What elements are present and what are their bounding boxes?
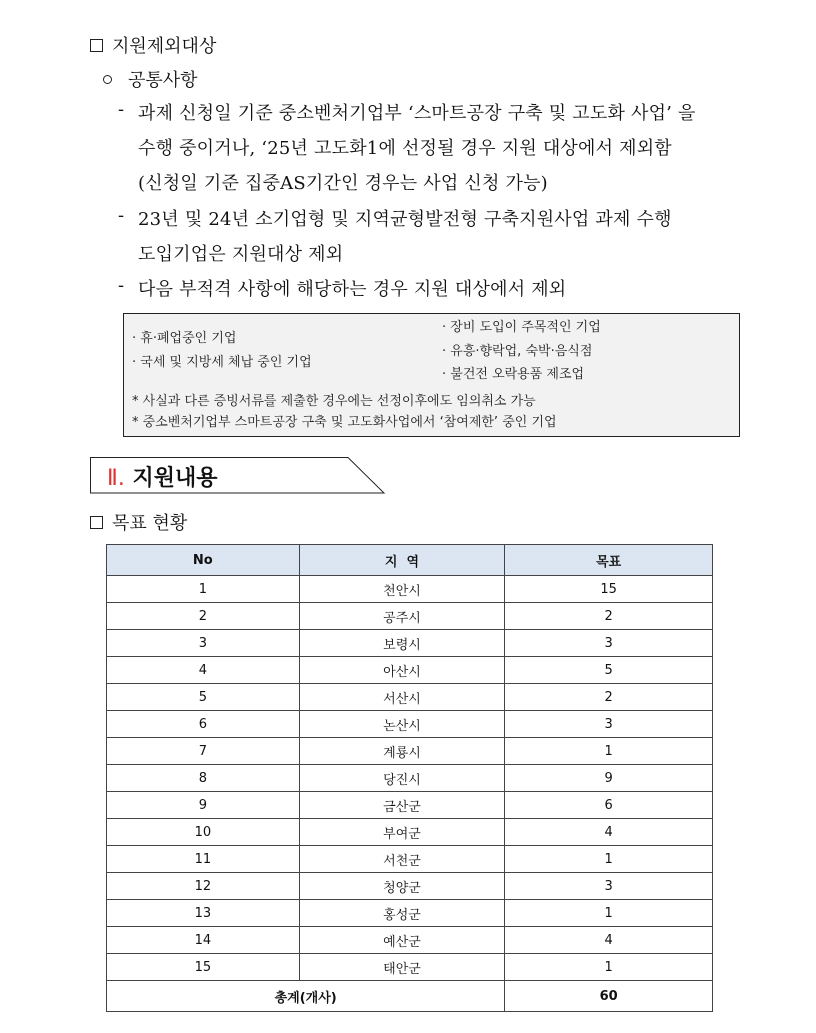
item-2-line-1: 23년 및 24년 소기업형 및 지역균형발전형 구축지원사업 과제 수행 xyxy=(138,209,672,230)
item-1-line-3: (신청일 기준 집중AS기간인 경우는 사업 신청 가능) xyxy=(138,173,548,194)
cell-target: 4 xyxy=(505,927,713,954)
cell-no: 5 xyxy=(107,684,300,711)
checkbox-square-icon xyxy=(90,39,103,52)
table-row xyxy=(107,900,713,927)
section-tab-support-content xyxy=(90,457,385,493)
total-label: 총계(개사) xyxy=(107,981,505,1012)
box-right-3: · 불건전 오락용품 제조업 xyxy=(442,367,585,382)
cell-region: 금산군 xyxy=(299,792,505,819)
cell-no: 9 xyxy=(107,792,300,819)
cell-target: 9 xyxy=(505,765,713,792)
header-no: No xyxy=(107,545,300,576)
header-region: 지 역 xyxy=(299,545,505,576)
section-heading-exclusions xyxy=(90,32,216,58)
cell-no: 3 xyxy=(107,630,300,657)
cell-no: 15 xyxy=(107,954,300,981)
goal-table xyxy=(106,544,713,1012)
cell-region: 논산시 xyxy=(299,711,505,738)
cell-target: 1 xyxy=(505,900,713,927)
table-row xyxy=(107,738,713,765)
cell-region: 아산시 xyxy=(299,657,505,684)
cell-region: 예산군 xyxy=(299,927,505,954)
cell-region: 당진시 xyxy=(299,765,505,792)
cell-no: 14 xyxy=(107,927,300,954)
cell-no: 2 xyxy=(107,603,300,630)
cell-target: 3 xyxy=(505,873,713,900)
cell-region: 홍성군 xyxy=(299,900,505,927)
cell-target: 4 xyxy=(505,819,713,846)
item-3-line-1: 다음 부적격 사항에 해당하는 경우 지원 대상에서 제외 xyxy=(138,279,567,300)
table-row xyxy=(107,603,713,630)
box-left-1: · 휴·폐업중인 기업 xyxy=(132,331,237,346)
cell-region: 태안군 xyxy=(299,954,505,981)
table-row xyxy=(107,819,713,846)
cell-target: 15 xyxy=(505,576,713,603)
checkbox-square-icon xyxy=(90,516,103,529)
total-value: 60 xyxy=(505,981,713,1012)
table-row xyxy=(107,765,713,792)
cell-region: 계룡시 xyxy=(299,738,505,765)
cell-region: 천안시 xyxy=(299,576,505,603)
section-title-text: 지원내용 xyxy=(132,466,218,491)
cell-no: 11 xyxy=(107,846,300,873)
dash-bullet: - xyxy=(118,99,125,120)
cell-no: 1 xyxy=(107,576,300,603)
subheading-text: 공통사항 xyxy=(128,70,198,91)
subheading-common xyxy=(103,66,198,92)
subheading-goal-status xyxy=(90,509,187,535)
cell-region: 부여군 xyxy=(299,819,505,846)
table-row xyxy=(107,873,713,900)
item-1-line-1: 과제 신청일 기준 중소벤처기업부 ‘스마트공장 구축 및 고도화 사업’ 을 xyxy=(138,103,696,124)
cell-no: 8 xyxy=(107,765,300,792)
section-title xyxy=(107,461,218,492)
table-total-row xyxy=(107,981,713,1012)
cell-no: 4 xyxy=(107,657,300,684)
table-row xyxy=(107,792,713,819)
section-number: Ⅱ. xyxy=(107,466,125,491)
box-right-2: · 유흥·향락업, 숙박·음식점 xyxy=(442,344,593,359)
dash-bullet: - xyxy=(118,205,125,226)
table-row xyxy=(107,846,713,873)
item-1-line-2: 수행 중이거나, ‘25년 고도화1에 선정될 경우 지원 대상에서 제외함 xyxy=(138,138,672,159)
cell-region: 서천군 xyxy=(299,846,505,873)
box-note-1: * 사실과 다른 증빙서류를 제출한 경우에는 선정이후에도 임의취소 가능 xyxy=(132,394,536,409)
subheading-goal-text: 목표 현황 xyxy=(112,513,188,534)
table-row xyxy=(107,657,713,684)
cell-target: 5 xyxy=(505,657,713,684)
circle-bullet-icon xyxy=(103,75,112,84)
cell-target: 1 xyxy=(505,954,713,981)
cell-target: 3 xyxy=(505,630,713,657)
ineligible-box xyxy=(123,313,740,437)
cell-no: 10 xyxy=(107,819,300,846)
section-heading-text: 지원제외대상 xyxy=(112,36,217,57)
cell-target: 6 xyxy=(505,792,713,819)
item-2-line-2: 도입기업은 지원대상 제외 xyxy=(138,244,344,265)
box-right-1: · 장비 도입이 주목적인 기업 xyxy=(442,320,601,335)
cell-no: 13 xyxy=(107,900,300,927)
box-note-2: * 중소벤처기업부 스마트공장 구축 및 고도화사업에서 ‘참여제한’ 중인 기업 xyxy=(132,415,557,430)
table-header-row xyxy=(107,545,713,576)
cell-region: 서산시 xyxy=(299,684,505,711)
box-left-2: · 국세 및 지방세 체납 중인 기업 xyxy=(132,355,312,370)
cell-target: 3 xyxy=(505,711,713,738)
cell-no: 6 xyxy=(107,711,300,738)
table-row xyxy=(107,576,713,603)
table-row xyxy=(107,927,713,954)
cell-target: 1 xyxy=(505,846,713,873)
dash-bullet: - xyxy=(118,275,125,296)
table-row xyxy=(107,954,713,981)
table-row xyxy=(107,684,713,711)
cell-target: 1 xyxy=(505,738,713,765)
header-target: 목표 xyxy=(505,545,713,576)
cell-no: 12 xyxy=(107,873,300,900)
cell-target: 2 xyxy=(505,603,713,630)
table-row xyxy=(107,630,713,657)
cell-region: 청양군 xyxy=(299,873,505,900)
cell-region: 공주시 xyxy=(299,603,505,630)
cell-no: 7 xyxy=(107,738,300,765)
table-row xyxy=(107,711,713,738)
cell-target: 2 xyxy=(505,684,713,711)
cell-region: 보령시 xyxy=(299,630,505,657)
